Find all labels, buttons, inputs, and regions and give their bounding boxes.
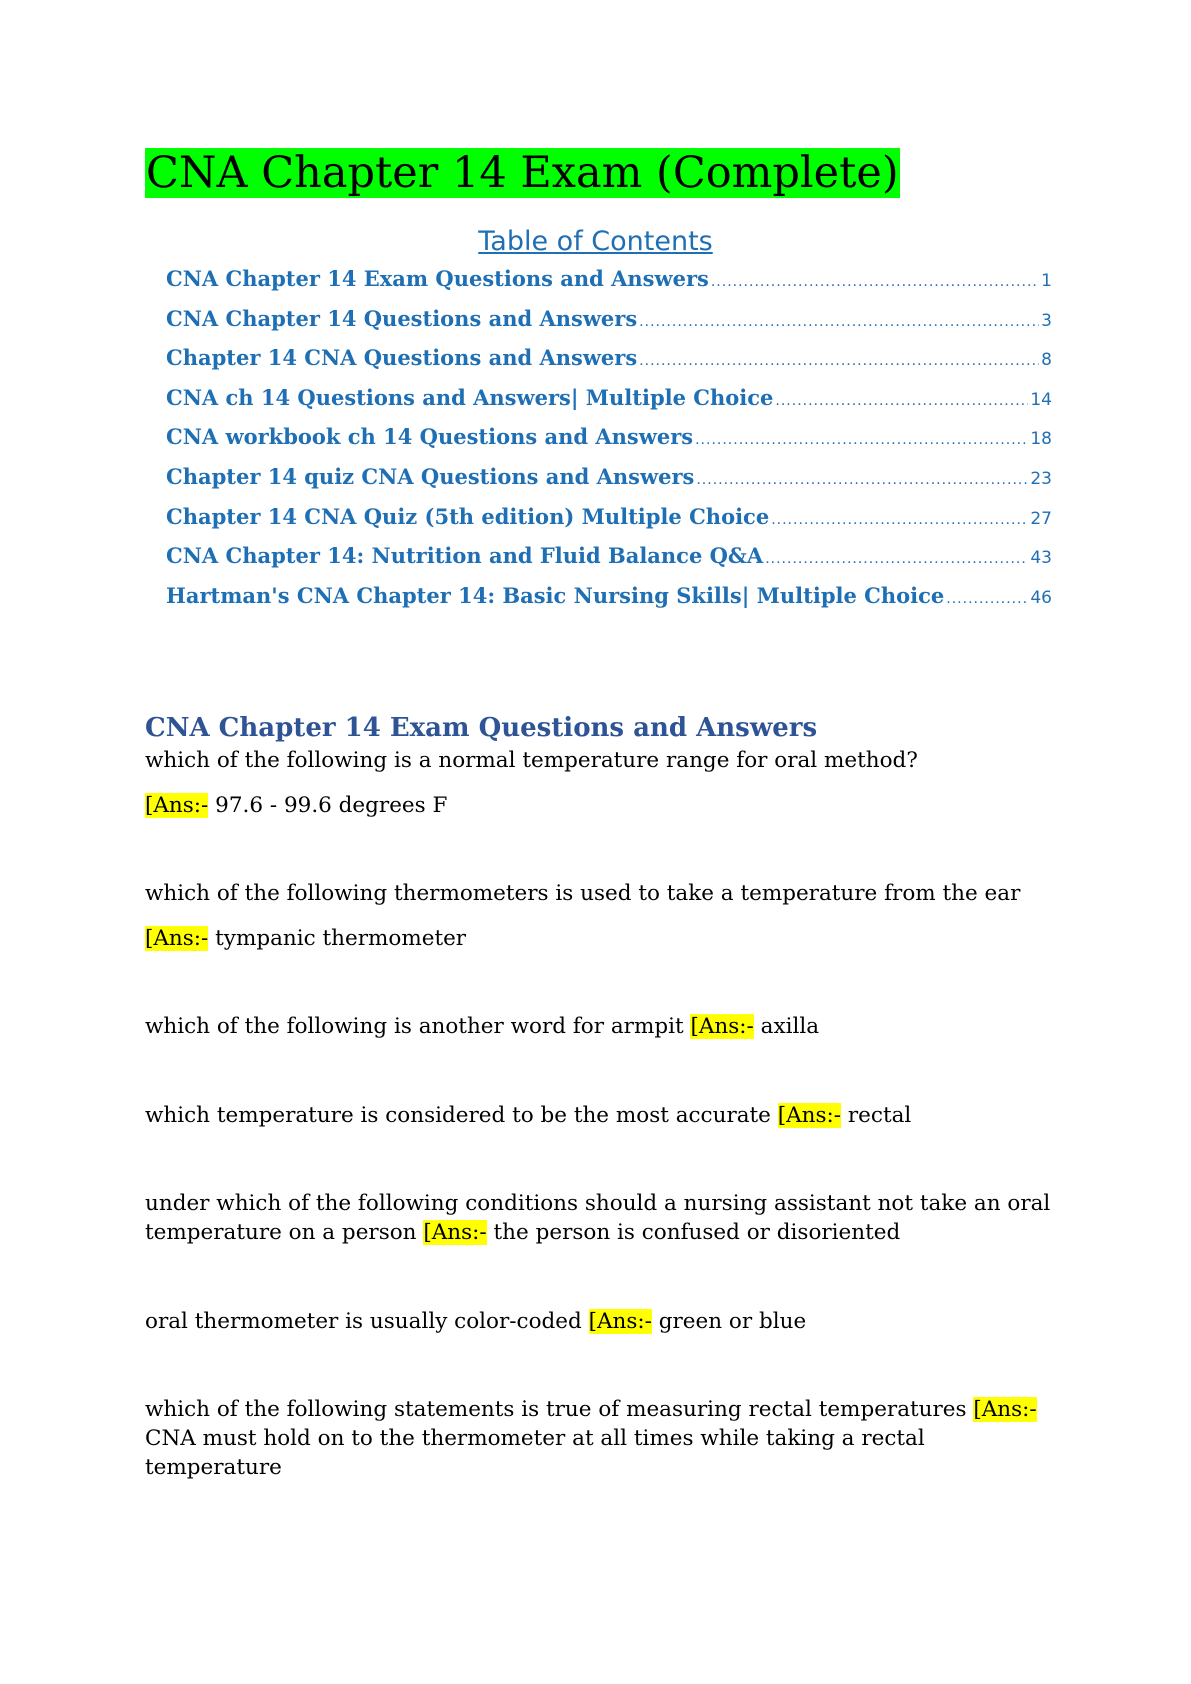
table-of-contents (166, 266, 1052, 622)
answer-text: CNA must hold on to the thermometer at all times while taking a rectal temperature (145, 1426, 925, 1480)
answer-text: tympanic thermometer (215, 926, 467, 951)
toc-entry[interactable] (166, 385, 1052, 425)
toc-entry-page: 46 (1030, 587, 1052, 608)
toc-dot-leader (711, 274, 1039, 290)
answer-marker: [Ans:- (690, 1014, 754, 1039)
toc-entry-label: Chapter 14 CNA Quiz (5th edition) Multiple Choice (166, 503, 770, 529)
toc-entry[interactable] (166, 306, 1052, 346)
qa-line (145, 1395, 1065, 1482)
toc-dot-leader (639, 353, 1039, 369)
toc-dot-leader (696, 472, 1028, 488)
answer-text: the person is confused or disoriented (493, 1220, 901, 1245)
answer-line (145, 791, 1065, 820)
answer-marker: [Ans:- (145, 793, 209, 818)
toc-entry[interactable] (166, 583, 1052, 623)
answer-marker: [Ans:- (973, 1397, 1037, 1422)
qa-line (145, 1307, 1065, 1336)
toc-entry-page: 3 (1041, 310, 1052, 331)
toc-entry-page: 18 (1030, 429, 1052, 450)
toc-entry-page: 23 (1030, 468, 1052, 489)
toc-entry[interactable] (166, 345, 1052, 385)
qa-line (145, 1101, 1065, 1130)
section-heading: CNA Chapter 14 Exam Questions and Answers (145, 713, 818, 743)
toc-entry[interactable] (166, 266, 1052, 306)
toc-entry-label: CNA Chapter 14: Nutrition and Fluid Balance Q&A (166, 543, 764, 569)
answer-line (145, 924, 1065, 953)
toc-entry-label: Chapter 14 quiz CNA Questions and Answers (166, 463, 695, 489)
question-text: which of the following statements is true of measuring rectal temperatures (145, 1397, 967, 1422)
toc-dot-leader (639, 314, 1039, 330)
answer-marker: [Ans:- (588, 1309, 652, 1334)
toc-dot-leader (695, 432, 1028, 448)
answer-text: green or blue (658, 1309, 807, 1334)
toc-entry-label: CNA Chapter 14 Exam Questions and Answers (166, 266, 709, 291)
toc-entry-page: 1 (1041, 271, 1052, 291)
document-title (145, 143, 900, 203)
toc-dot-leader (946, 591, 1028, 607)
answer-marker: [Ans:- (777, 1103, 842, 1128)
toc-entry-label: CNA ch 14 Questions and Answers| Multiple Choice (166, 384, 774, 410)
toc-entry[interactable] (166, 543, 1052, 583)
answer-text: axilla (760, 1014, 820, 1039)
answer-marker: [Ans:- (423, 1220, 487, 1245)
toc-entry[interactable] (166, 504, 1052, 544)
toc-heading[interactable]: Table of Contents (478, 226, 713, 257)
toc-dot-leader (775, 393, 1028, 409)
toc-entry-page: 14 (1030, 389, 1052, 410)
toc-entry-label: CNA workbook ch 14 Questions and Answers (166, 424, 694, 450)
toc-entry-page: 27 (1030, 508, 1052, 529)
toc-dot-leader (765, 551, 1028, 567)
qa-line (145, 1012, 1065, 1041)
qa-line (145, 1189, 1065, 1247)
answer-text: rectal (847, 1103, 912, 1128)
toc-entry-label: Chapter 14 CNA Questions and Answers (166, 345, 638, 371)
toc-entry[interactable] (166, 464, 1052, 504)
toc-entry-label: CNA Chapter 14 Questions and Answers (166, 305, 638, 331)
question-text: oral thermometer is usually color-coded (145, 1309, 582, 1334)
answer-marker: [Ans:- (145, 926, 209, 951)
question-text: which of the following is another word for armpit (145, 1014, 684, 1039)
toc-entry[interactable] (166, 424, 1052, 464)
document-title-text: CNA Chapter 14 Exam (Complete) (146, 148, 899, 198)
question-text: under which of the following conditions should a nursing assistant not take an oral temperature on a person (145, 1191, 1051, 1245)
toc-entry-page: 8 (1041, 350, 1052, 371)
question-text: which of the following thermometers is used to take a temperature from the ear (145, 881, 1021, 906)
toc-entry-label: Hartman's CNA Chapter 14: Basic Nursing Skills| Multiple Choice (166, 582, 945, 608)
question-text: which temperature is considered to be the most accurate (145, 1103, 771, 1128)
toc-entry-page: 43 (1030, 548, 1052, 569)
question-text: which of the following is a normal temperature range for oral method? (145, 748, 918, 773)
answer-text: 97.6 - 99.6 degrees F (215, 793, 448, 818)
toc-dot-leader (771, 512, 1028, 528)
